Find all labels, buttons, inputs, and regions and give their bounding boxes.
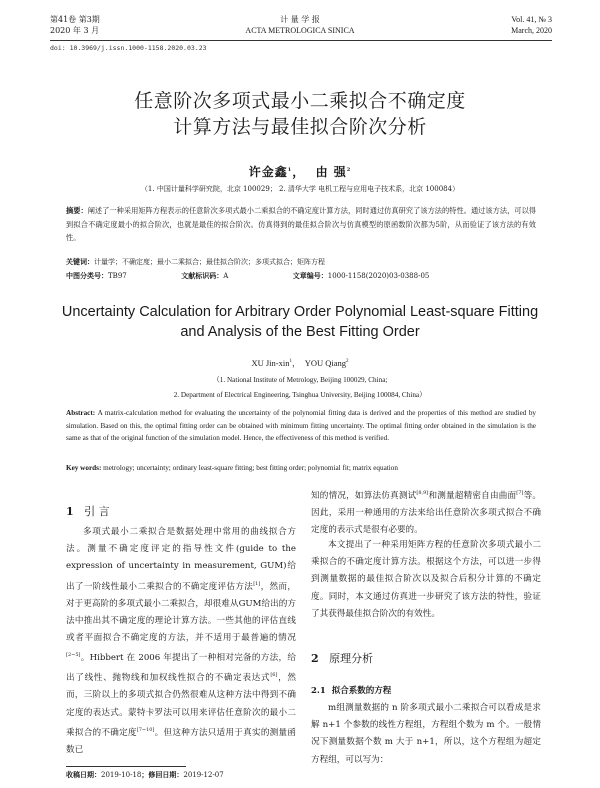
doc-code-label: 文献标识码： [181, 271, 224, 280]
revised-label: ；修回日期： [141, 770, 184, 779]
ref-2-5: [2~5] [66, 652, 81, 659]
authors-cn [0, 163, 600, 180]
section-1-paragraph-1: 多项式最小二乘拟合是数据处理中常用的曲线拟合方法。测量不确定度评定的指导性文件(guide to the expression of uncertainty in measurement, GUM)给出了一阶线性最小二乘拟合的不确定度评估方法[1]，然而，对于更高阶的多项式最小二乘拟合，却很难从GUM给出的方法中推出其不确定度的理论计算方法。一些其他的评估直线或者平面拟合不确定度的方法，并不适用于最普遍的情况[2~5]。Hibbert 在 2006 年提出了一种相对完备的方法，给出了线性、抛物线和加权线性拟合的不确定表达式[6]，然而，三阶以上的多项式拟合仍然很难从这种方法中得到不确定度的表达式。蒙特卡罗法可以用来评估任意阶次的最小二乘拟合的不确定度[7~10]。但这种方法只适用于真实的测量函数已 [66, 527, 296, 755]
section-2-title: 原理分析 [329, 652, 374, 665]
ref-8-9: [8,9] [416, 490, 429, 496]
author-1-cn-sup: 1 [287, 167, 293, 173]
author-1-cn: 许金鑫 [248, 165, 288, 179]
section-1-heading [66, 503, 110, 519]
journal-date: 2020 年 3 月 [50, 26, 100, 35]
title-cn-line2: 计算方法与最佳拟合阶次分析 [173, 116, 427, 138]
received-date: 2019-10-18 [101, 771, 142, 779]
author-2-cn-sup: 2 [346, 167, 352, 173]
affiliation-en-2: 2. Department of Electrical Engineering, Tsinghua University, Beijing 100084, China） [173, 391, 427, 399]
classification-row [66, 271, 536, 281]
title-cn-line1: 任意阶次多项式最小二乘拟合不确定度 [134, 90, 466, 112]
section-1-paragraph-2: 知的情况，如算法仿真测试[8,9]和测量超精密自由曲面[7]等。因此，采用一种通用的方法来给出任意阶次多项式拟合不确定度的表示式是很有必要的。 [311, 490, 541, 536]
section-2-paragraph-1: m组测量数据的 n 阶多项式最小二乘拟合可以看成是求解 n+1 个参数的线性方程组，方程组个数为 m 个。一般情况下测量数据个数 m 大于 n+1，所以，这个方程组为超定方程组，可以写为： [311, 703, 541, 765]
keywords-cn-label: 关键词： [66, 257, 94, 266]
affiliations-cn: （1. 中国计量科学研究院，北京 100029； 2. 清华大学 电机工程与应用电子技术系，北京 100084） [140, 185, 460, 193]
author-2-en: YOU Qiang [304, 358, 347, 368]
abstract-cn [66, 204, 536, 245]
clc-value: TB97 [108, 272, 127, 280]
section-2-heading [311, 650, 373, 666]
author-2-cn: 由 强 [315, 165, 347, 179]
section-1-title: 引 言 [84, 505, 110, 518]
ref-7: [7] [516, 490, 524, 496]
ref-1: [1] [253, 580, 261, 587]
abstract-en-label: Abstract: [66, 409, 96, 417]
abstract-en [66, 407, 536, 445]
section-2-number: 2 [311, 652, 319, 665]
abstract-cn-text: 阐述了一种采用矩阵方程表示的任意阶次多项式最小二乘拟合的不确定度计算方法，同时通过仿真研究了该方法的特性。通过该方法，可以得到拟合不确定度最小的拟合阶次，也就是最佳的拟合阶次。仿真得到的最佳拟合阶次与仿真模型的原函数阶次都为5阶，从而验证了该方法的有效性。 [66, 206, 536, 242]
abstract-cn-label: 摘要： [66, 206, 88, 215]
ref-7-10: [7~10] [136, 726, 155, 733]
keywords-en-text: metrology; uncertainty; ordinary least-square fitting; best fitting order; polynomial fit; matrix equation [103, 464, 398, 472]
journal-name [200, 14, 400, 36]
received-label: 收稿日期： [66, 770, 101, 779]
section-1-paragraph-3: 本文提出了一种采用矩阵方程的任意阶次多项式最小二乘拟合的不确定度计算方法。根据这个方法，可以进一步得到测量数据的最佳拟合阶次以及拟合后积分计算的不确定度。同时，本文通过仿真进一步研究了该方法的特性，验证了其获得最佳拟合阶次的有效性。 [311, 540, 541, 619]
author-1-en: XU Jin-xin [251, 358, 290, 368]
keywords-cn [66, 257, 536, 267]
footnote-dates [66, 770, 224, 780]
doi: doi: 10.3969/j.issn.1000-1158.2020.03.23 [50, 44, 207, 52]
journal-issue [50, 14, 100, 36]
journal-issue-en [511, 14, 552, 36]
journal-name-cn: 计 量 学 报 [280, 15, 320, 24]
journal-name-en: ACTA METROLOGICA SINICA [245, 26, 355, 35]
article-no-value: 1000-1158(2020)03-0388-05 [327, 272, 430, 280]
subsection-2-1-number: 2.1 [311, 686, 326, 696]
keywords-cn-text: 计量学；不确定度；最小二乘拟合；最佳拟合阶次；多项式拟合；矩阵方程 [94, 258, 325, 266]
ref-6: [6] [270, 672, 278, 679]
article-no-label: 文章编号： [292, 271, 328, 280]
journal-date-en: March, 2020 [511, 26, 552, 35]
doc-code-value: A [223, 272, 229, 280]
keywords-en [66, 462, 536, 475]
journal-volume: 第41卷 第3期 [50, 15, 100, 24]
subsection-2-1-title: 拟合系数的方程 [331, 686, 392, 696]
authors-en [0, 357, 600, 369]
header-rule [50, 40, 552, 41]
affiliation-en-1: （1. National Institute of Metrology, Beijing 100029, China; [212, 376, 388, 384]
footer-rule [66, 766, 186, 767]
journal-volume-en: Vol. 41, № 3 [511, 15, 552, 24]
subsection-2-1-heading [311, 684, 391, 696]
keywords-en-label: Key words: [66, 464, 102, 472]
author-sep-en: ， [291, 358, 301, 368]
author-2-en-sup: 2 [346, 359, 349, 365]
revised-date: 2019-12-07 [183, 771, 224, 779]
abstract-en-text: A matrix-calculation method for evaluating the uncertainty of the polynomial fitting data is derived and the properties of this method are studied by simulation. Based on this, the optimal fitting order can be obtained with minimum fitting uncertainty. The optimal fitting order obtained in the simulation is the same as that of the original function of the simulation model. Hence, the effectiveness of this method is verified. [66, 409, 537, 442]
author-1-en-sup: 1 [289, 359, 292, 365]
clc-label: 中图分类号： [66, 271, 108, 280]
section-1-number: 1 [66, 505, 74, 518]
title-en-line2: and Analysis of the Best Fitting Order [180, 324, 420, 340]
author-sep-cn: ， [292, 165, 306, 179]
title-en-line1: Uncertainty Calculation for Arbitrary Order Polynomial Least-square Fitting [61, 304, 539, 320]
